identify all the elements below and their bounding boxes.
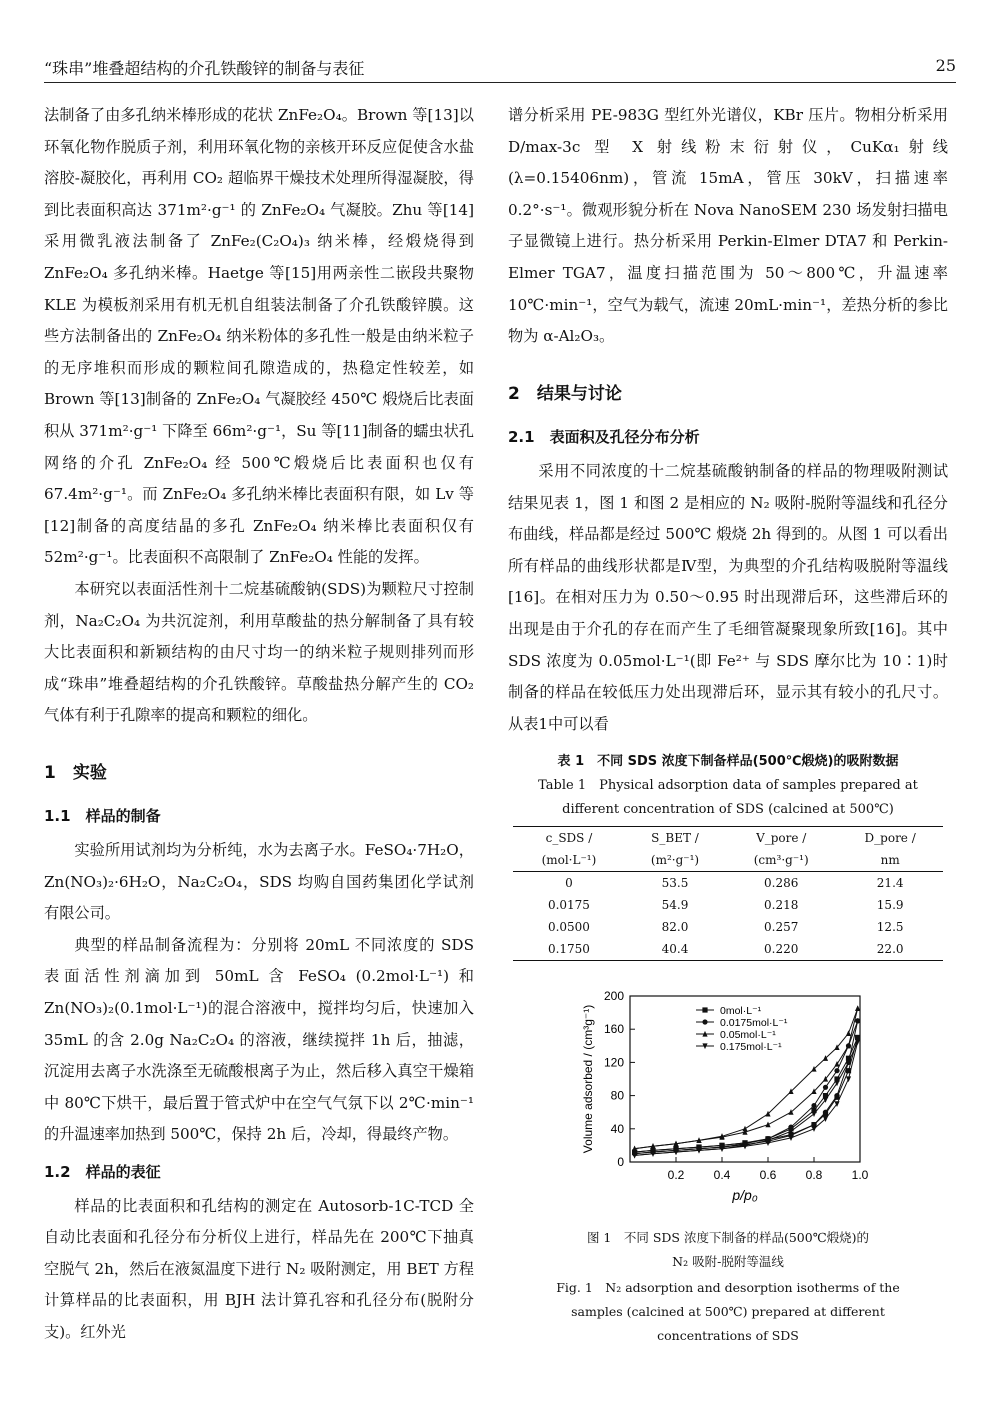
table-header: S_BET /: [625, 827, 725, 850]
table-row: [513, 938, 943, 961]
table-cell: 15.9: [876, 898, 904, 913]
y-tick-label: 40: [610, 1121, 624, 1136]
section-heading: 2 结果与讨论: [508, 383, 622, 404]
data-point: [834, 1093, 839, 1098]
x-tick-label: 1.0: [851, 1168, 869, 1182]
running-header: [44, 52, 956, 83]
legend-label: 0.0175mol·L⁻¹: [720, 1017, 788, 1029]
table-cell: 40.4: [625, 938, 725, 961]
body-paragraph: 样品的比表面积和孔结构的测定在 Autosorb-1C-TCD 全自动比表面和孔径分布分析仪上进行，样品先在 200℃下抽真空脱气 2h，然后在液氮温度下进行 N₂ 吸附测定，用 BET 方程计算样品的比表面积，用 BJH 法计算孔容和孔径分布(脱附分支)。红外光: [44, 1196, 474, 1341]
table-header: V_pore /: [725, 827, 837, 850]
table-cell: 22.0: [837, 938, 943, 961]
body-paragraph: 谱分析采用 PE-983G 型红外光谱仪，KBr 压片。物相分析采用 D/max-3c 型 X 射线粉末衍射仪，CuKα₁射线 (λ=0.15406nm)，管流 15mA，管压 30kV，扫描速率 0.2°·s⁻¹。微观形貌分析在 Nova NanoSEM 230 场发射扫描电子显微镜上进行。热分析采用 Perkin-Elmer DTA7 和 Perkin-Elmer TGA7，温度扫描范围为 50～800℃，升温速率 10℃·min⁻¹，空气为载气，流速 20mL·min⁻¹，差热分析的参比物为 α-Al₂O₃。: [508, 106, 948, 346]
y-tick-label: 200: [603, 989, 624, 1003]
data-point: [846, 1076, 851, 1082]
table-header: D_pore /: [837, 827, 943, 850]
table-unit: nm: [837, 849, 943, 872]
figure-caption-cn: N₂ 吸附-脱附等温线: [672, 1254, 784, 1269]
data-point: [811, 1103, 816, 1108]
data-point: [811, 1111, 816, 1117]
body-paragraph: 典型的样品制备流程为：分别将 20mL 不同浓度的 SDS 表面活性剂滴加到 50mL 含 FeSO₄ (0.2mol·L⁻¹) 和 Zn(NO₃)₂(0.1mol·L⁻¹)的混合溶液中，搅拌均匀后，快速加入 35mL 的含 2.0g Na₂C₂O₄ 的溶液，继续搅拌 1h 后，抽滤，沉淀用去离子水洗涤至无硫酸根离子为止，然后移入真空干燥箱中 80℃下烘干，最后置于管式炉中在空气气氛下以 2℃·min⁻¹ 的升温速率加热到 500℃，保持 2h 后，冷却，得最终产物。: [44, 935, 474, 1144]
legend-label: 0mol·L⁻¹: [720, 1005, 762, 1017]
table-cell: 0: [565, 876, 573, 891]
data-point: [702, 1007, 707, 1012]
intro-paragraph: 法制备了由多孔纳米棒形成的花状 ZnFe₂O₄。Brown 等[13]以环氧化物作脱质子剂，利用环氧化物的亲核开环反应促使含水盐溶胶-凝胶化，再利用 CO₂ 超临界干燥技术处理所得湿凝胶，得到比表面积高达 371m²·g⁻¹ 的 ZnFe₂O₄ 气凝胶。Zhu 等[14]采用微乳液法制备了 ZnFe₂(C₂O₄)₃ 纳米棒，经煅烧得到 ZnFe₂O₄ 多孔纳米棒。Haetge 等[15]用两亲性二嵌段共聚物 KLE 为模板剂采用有机无机自组装法制备了介孔铁酸锌膜。这些方法制备出的 ZnFe₂O₄ 纳米粉体的多孔性一般是由纳米粒子的无序堆积而形成的颗粒间孔隙造成的，热稳定性较差，如 Brown 等[13]制备的 ZnFe₂O₄ 气凝胶经 450℃ 煅烧后比表面积从 371m²·g⁻¹ 下降至 66m²·g⁻¹，Su 等[11]制备的蠕虫状孔网络的介孔 ZnFe₂O₄ 经 500℃煅烧后比表面积也仅有 67.4m²·g⁻¹。而 ZnFe₂O₄ 多孔纳米棒比表面积有限，如 Lv 等[12]制备的高度结晶的多孔 ZnFe₂O₄ 纳米棒比表面积仅有 52m²·g⁻¹。比表面积不高限制了 ZnFe₂O₄ 性能的发挥。: [44, 106, 474, 567]
y-tick-label: 0: [617, 1155, 624, 1169]
x-tick-label: 0.6: [759, 1168, 777, 1182]
table-unit: (m²·g⁻¹): [625, 849, 725, 872]
table-row: [513, 872, 943, 895]
page-number: 25: [935, 56, 956, 75]
data-point: [765, 1122, 770, 1128]
figure-caption-en: samples (calcined at 500℃) prepared at different: [571, 1304, 885, 1319]
legend-label: 0.05mol·L⁻¹: [720, 1029, 776, 1041]
table-cell: 12.5: [876, 920, 904, 935]
table-unit: (mol·L⁻¹): [513, 849, 625, 872]
table-row: [513, 894, 943, 916]
figure-caption-en: Fig. 1 N₂ adsorption and desorption isotherms of the: [556, 1280, 900, 1295]
adsorption-table: [513, 826, 943, 961]
table-cell: 0.257: [764, 920, 799, 935]
table-row: [513, 916, 943, 938]
table-caption-cn: 表 1 不同 SDS 浓度下制备样品(500℃煅烧)的吸附数据: [557, 754, 899, 770]
table-unit: (cm³·g⁻¹): [725, 849, 837, 872]
table-cell: 54.9: [661, 898, 689, 913]
legend-label: 0.175mol·L⁻¹: [720, 1041, 782, 1053]
table-header: c_SDS /: [513, 827, 625, 850]
data-point: [823, 1116, 828, 1122]
subsection-heading: 1.2 样品的表征: [44, 1163, 161, 1181]
subsection-heading: 1.1 样品的制备: [44, 807, 161, 826]
table-cell: 0.0500: [547, 920, 590, 935]
figure-caption-en: concentrations of SDS: [657, 1328, 799, 1343]
left-column: [44, 100, 474, 1349]
x-axis-label: p/p₀: [732, 1187, 758, 1203]
table-cell: 21.4: [876, 876, 904, 891]
data-point: [846, 1030, 851, 1036]
data-point: [823, 1085, 828, 1090]
table-cell: 0.220: [725, 938, 837, 961]
isotherm-chart: [540, 980, 900, 1220]
y-tick-label: 120: [603, 1055, 624, 1070]
table-cell: 0.0175: [547, 898, 590, 913]
y-axis-label: Volume adsorbed / (cm³g⁻¹): [581, 1004, 595, 1154]
table-cell: 53.5: [661, 876, 689, 891]
x-tick-label: 0.8: [805, 1168, 823, 1182]
y-tick-label: 160: [603, 1022, 624, 1037]
table-cell: 0.286: [764, 876, 799, 891]
isotherm-figure: [540, 980, 900, 1224]
intro-paragraph: 本研究以表面活性剂十二烷基硫酸钠(SDS)为颗粒尺寸控制剂，Na₂C₂O₄ 为共沉淀剂，利用草酸盐的热分解制备了具有较大比表面积和新颖结构的由尺寸均一的纳米粒子规则排列而形成“珠串”堆叠超结构的介孔铁酸锌。草酸盐热分解产生的 CO₂ 气体有利于孔隙率的提高和颗粒的细化。: [44, 579, 474, 725]
x-tick-label: 0.2: [667, 1168, 685, 1182]
subsection-heading: 2.1 表面积及孔径分布分析: [508, 428, 700, 447]
data-point: [742, 1126, 747, 1132]
table-caption-en: Table 1 Physical adsorption data of samples prepared at: [538, 778, 918, 794]
running-title: “珠串”堆叠超结构的介孔铁酸锌的制备与表征: [44, 59, 365, 78]
body-paragraph: 采用不同浓度的十二烷基硫酸钠制备的样品的物理吸附测试结果见表 1，图 1 和图 2 是相应的 N₂ 吸附-脱附等温线和孔径分布曲线，样品都是经过 500℃ 煅烧 2h 得到的。从图 1 可以看出所有样品的曲线形状都是Ⅳ型，为典型的介孔结构吸脱附等温线[16]。在相对压力为 0.50～0.95 时出现滞后环，这些滞后环的出现是由于介孔的存在而产生了毛细管凝聚现象所致[16]。其中 SDS 浓度为 0.05mol·L⁻¹(即 Fe²⁺ 与 SDS 摩尔比为 10∶1)时制备的样品在较低压力处出现滞后环，显示其有较小的孔尺寸。从表1中可以看: [508, 461, 948, 733]
table-cell: 82.0: [661, 920, 689, 935]
x-tick-label: 0.4: [713, 1168, 731, 1182]
section-heading: 1 实验: [44, 762, 107, 783]
figure-caption-cn: 图 1 不同 SDS 浓度下制备的样品(500℃煅烧)的: [586, 1230, 870, 1245]
body-paragraph: 实验所用试剂均为分析纯，水为去离子水。FeSO₄·7H₂O，Zn(NO₃)₂·6H₂O，Na₂C₂O₄，SDS 均购自国药集团化学试剂有限公司。: [44, 841, 474, 923]
table-cell: 0.1750: [513, 938, 625, 961]
y-tick-label: 80: [610, 1088, 624, 1103]
data-point: [855, 1018, 860, 1023]
table-cell: 0.218: [764, 898, 799, 913]
table-caption-en: different concentration of SDS (calcined at 500℃): [562, 802, 894, 818]
data-point: [834, 1068, 839, 1073]
data-point: [823, 1110, 828, 1115]
data-point: [702, 1019, 707, 1024]
right-column: [508, 100, 948, 961]
